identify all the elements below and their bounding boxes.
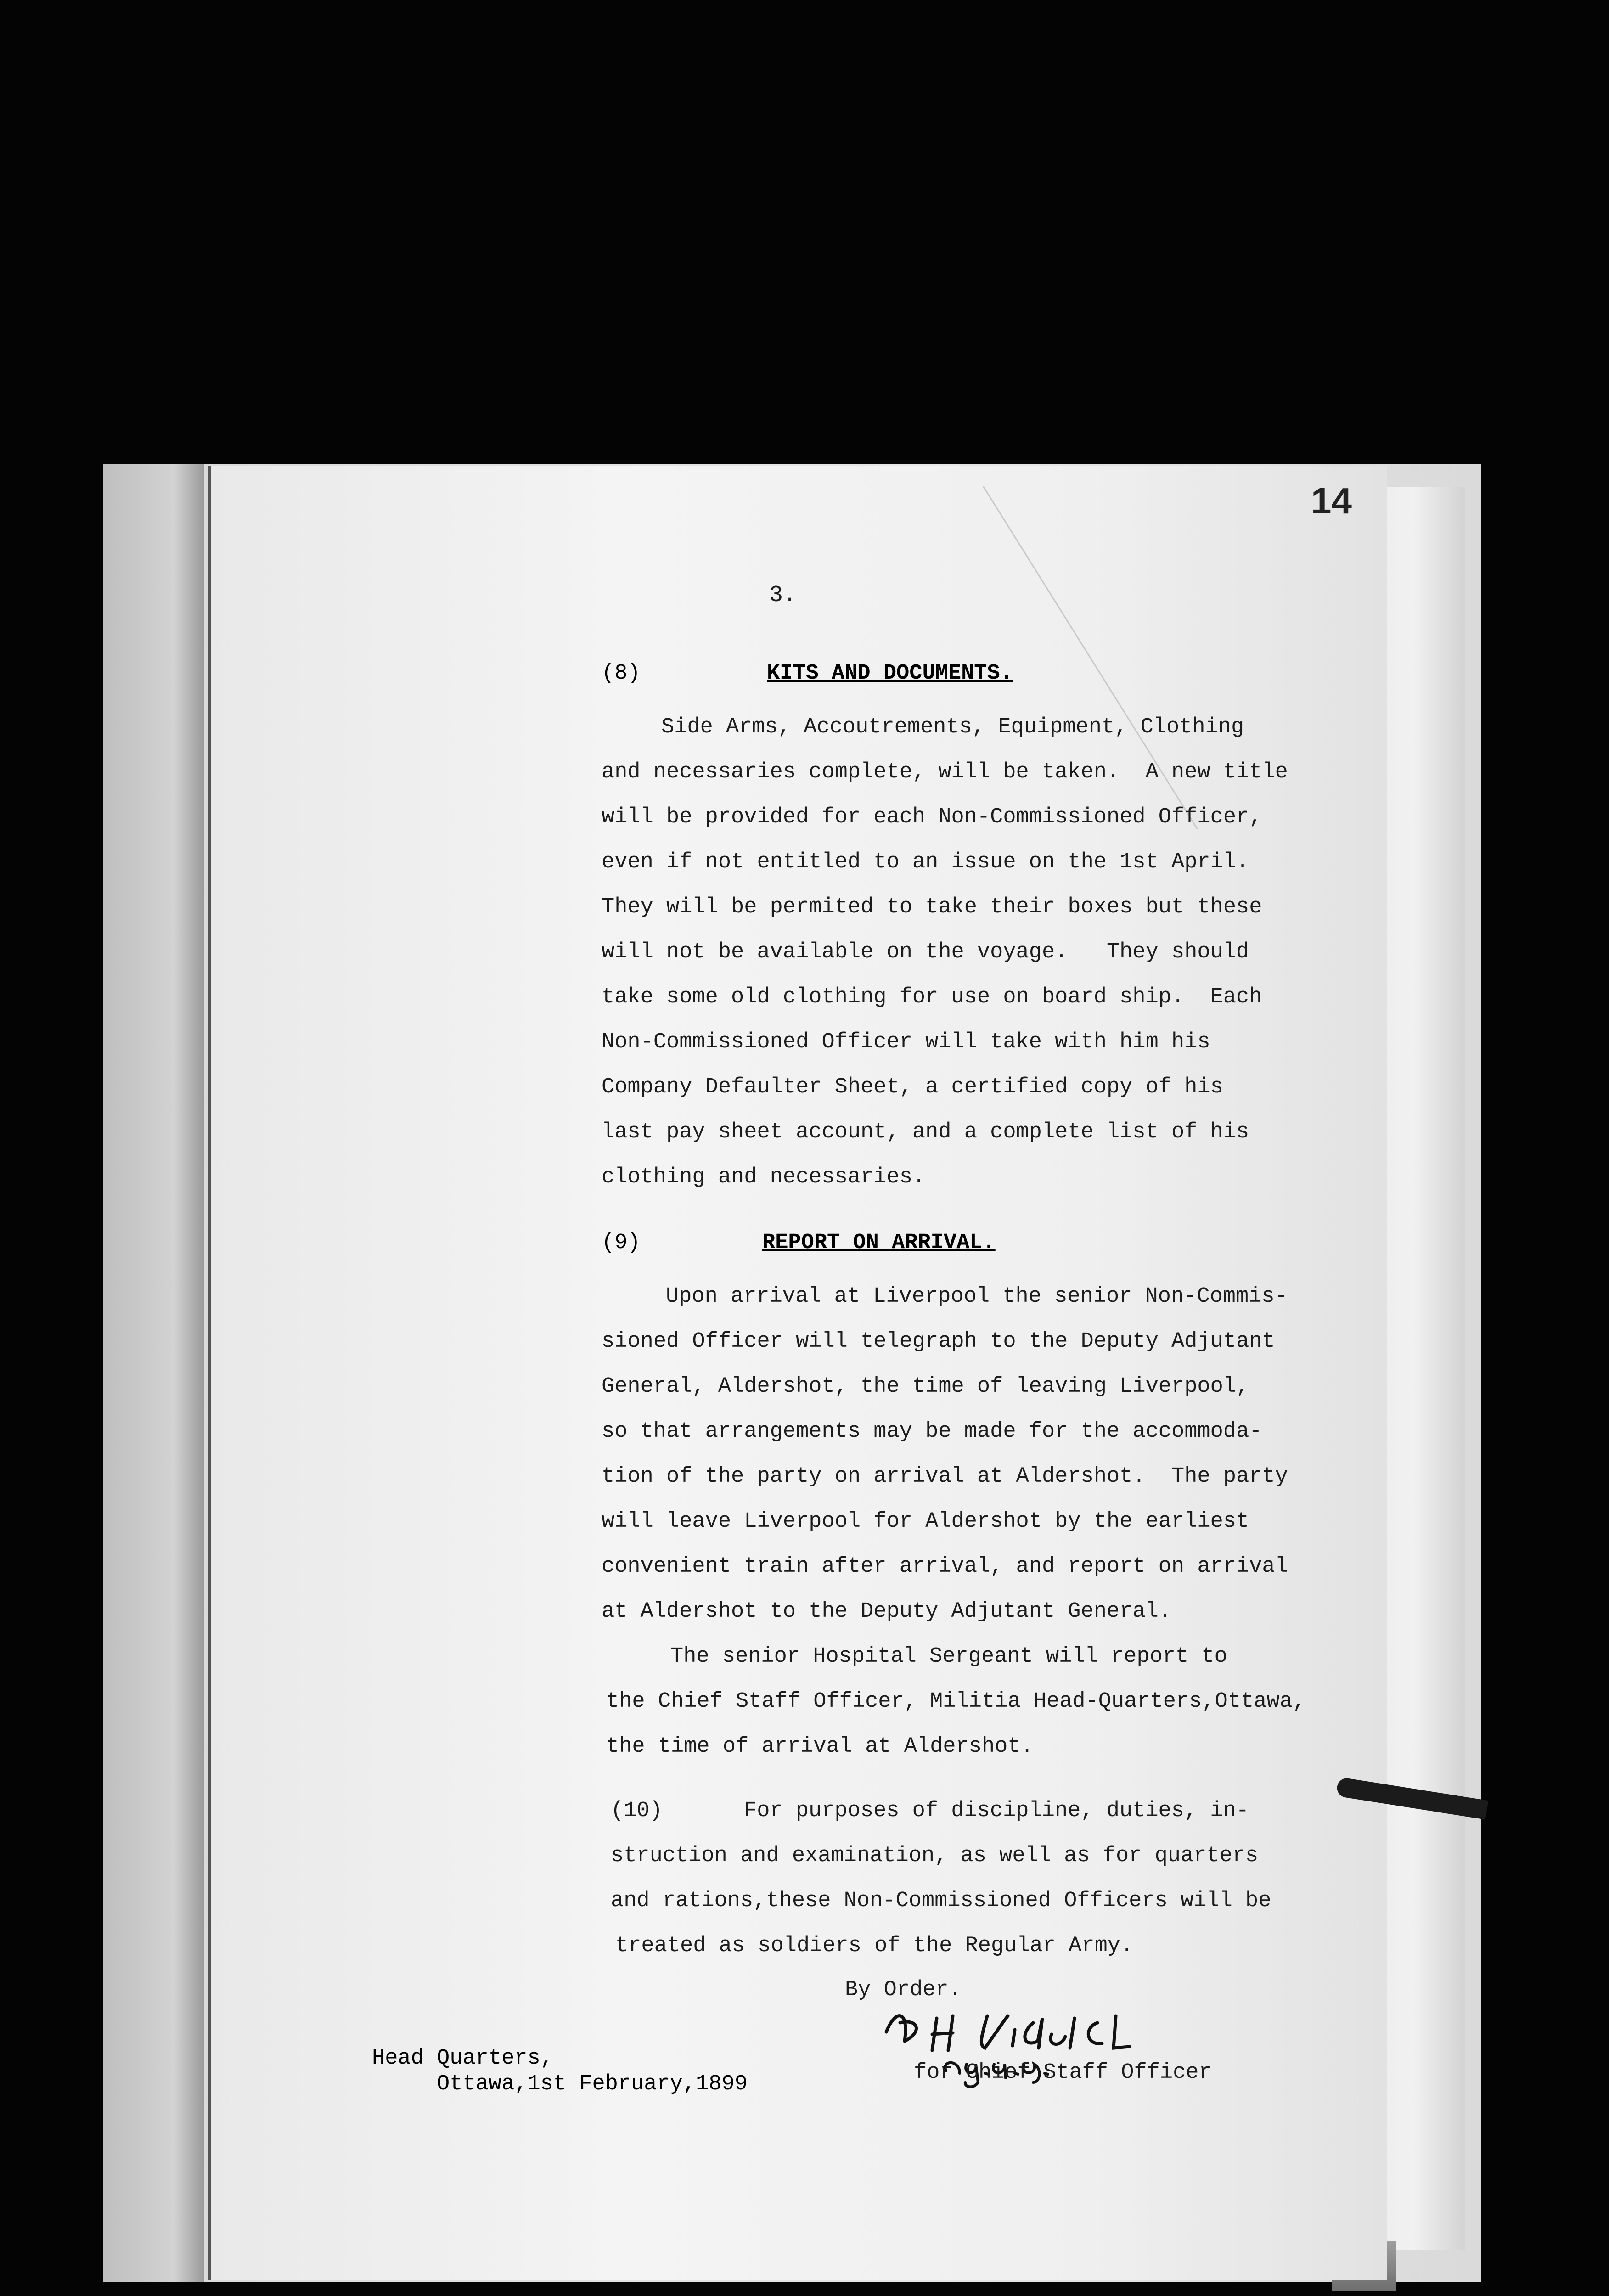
body-line: the time of arrival at Aldershot. [606,1734,1034,1759]
body-line: General, Aldershot, the time of leaving Liverpool, [602,1374,1249,1399]
body-line: at Aldershot to the Deputy Adjutant General. [602,1599,1172,1624]
hq-line-2: Ottawa,1st February,1899 [437,2072,748,2096]
body-line: take some old clothing for use on board ship. Each [602,985,1262,1009]
body-line: They will be permited to take their boxes but these [602,895,1262,919]
body-line: the Chief Staff Officer, Militia Head-Quarters,Ottawa, [606,1689,1306,1714]
folio-number: 14 [1311,480,1352,521]
hq-line-1: Head Quarters, [372,2046,553,2071]
body-line: tion of the party on arrival at Aldershot. The party [602,1464,1288,1489]
body-line: Company Defaulter Sheet, a certified copy of his [602,1075,1223,1099]
body-line: so that arrangements may be made for the accommoda- [602,1419,1262,1444]
section-number: (9) [602,1231,641,1255]
body-line: The senior Hospital Sergeant will report to [670,1644,1227,1669]
left-binding-strip [103,464,204,2282]
body-line: and rations,these Non-Commissioned Officers will be [611,1889,1271,1913]
body-line: treated as soldiers of the Regular Army. [615,1934,1134,1958]
by-order: By Order. [845,1978,962,2002]
body-line: will not be available on the voyage. They should [602,940,1249,964]
body-line: last pay sheet account, and a complete list of his [602,1120,1249,1144]
section-title: KITS AND DOCUMENTS. [767,661,1013,686]
body-line: sioned Officer will telegraph to the Deputy Adjutant [602,1329,1275,1354]
section-number: (8) [602,661,641,686]
body-line: will be provided for each Non-Commissioned Officer, [602,805,1262,829]
section-number: (10) [611,1799,663,1823]
signatory-title: for Chief Staff Officer [914,2060,1212,2085]
body-line: Upon arrival at Liverpool the senior Non-Commis- [666,1284,1288,1309]
body-line: convenient train after arrival, and report on arrival [602,1554,1288,1579]
body-line: even if not entitled to an issue on the 1st April. [602,850,1249,874]
sheet-number: 3. [769,582,797,608]
section-9-heading [602,1231,1153,1258]
body-line: struction and examination, as well as for quarters [611,1844,1259,1868]
body-line: Non-Commissioned Officer will take with him his [602,1030,1210,1054]
body-line: and necessaries complete, will be taken. A new title [602,760,1288,784]
body-line: Side Arms, Accoutrements, Equipment, Clothing [661,715,1244,739]
body-line: For purposes of discipline, duties, in- [744,1799,1249,1823]
section-8-heading [602,661,1153,689]
body-line: will leave Liverpool for Aldershot by the earliest [602,1509,1249,1534]
section-title: REPORT ON ARRIVAL. [762,1231,996,1255]
body-line: clothing and necessaries. [602,1165,926,1189]
headquarters-dateline [372,2046,748,2097]
